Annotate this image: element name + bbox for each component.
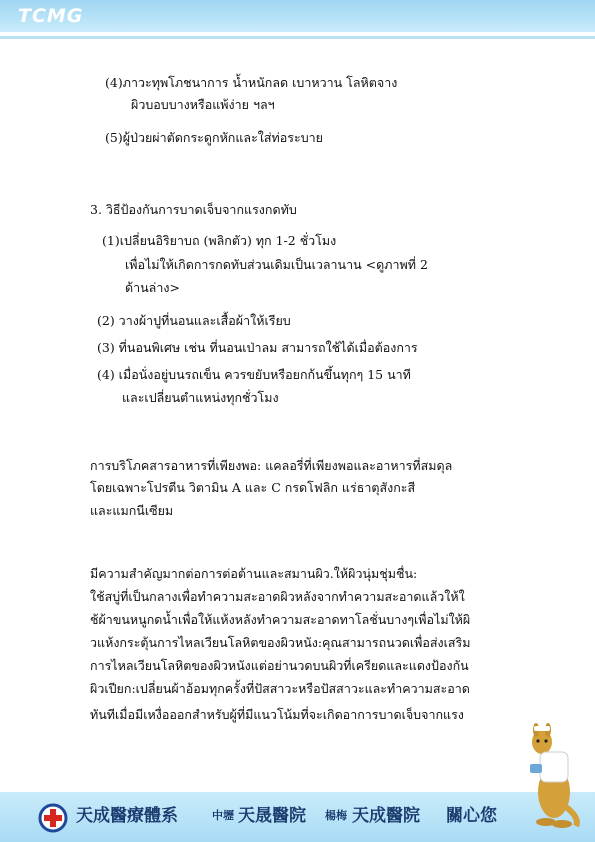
body-line: (4) เมื่อนั่งอยู่บนรถเข็น ควรขยับหรือยกก้นขึ้นทุกๆ 15 นาที: [97, 367, 411, 382]
body-line: ทันทีเมื่อมีเหงื่อออกสำหรับผู้ที่มีแนวโน้มที่จะเกิดอาการบาดเจ็บจากแรง: [90, 707, 464, 722]
body-line: และเปลี่ยนตำแหน่งทุกชั่วโมง: [122, 390, 279, 405]
body-line: มีความสำคัญมากต่อการต่อต้านและสมานผิว.ให้ผิวนุ่มชุ่มชื่น:: [90, 566, 418, 581]
body-line: (1)เปลี่ยนอิริยาบถ (พลิกตัว) ทุก 1-2 ชั่วโมง: [102, 233, 337, 248]
body-line: (5)ผู้ป่วยผ่าตัดกระดูกหักและใส่ท่อระบาย: [105, 130, 323, 145]
footer-location-2: 楊梅: [325, 809, 347, 822]
body-line: ใช้สบู่ที่เป็นกลางเพื่อทำความสะอาดผิวหลังจากทำความสะอาดแล้วให้ใ: [90, 589, 465, 604]
footer-location-1: 中壢: [212, 809, 234, 822]
footer-brand: 天成醫療體系: [76, 806, 178, 826]
footer-hospital-1: 天晟醫院: [238, 806, 306, 826]
header-bar: [0, 0, 595, 32]
body-line: (3) ที่นอนพิเศษ เช่น ที่นอนเป่าลม สามารถใช้ได้เมื่อต้องการ: [97, 340, 418, 355]
body-line: ผิวเปียก:เปลี่ยนผ้าอ้อมทุกครั้งที่ปัสสาวะหรือปัสสาวะและทำความสะอาด: [90, 681, 470, 696]
body-line: การบริโภคสารอาหารที่เพียงพอ: แคลอรี่ที่เพียงพอและอาหารที่สมดุล: [90, 458, 453, 473]
hospital-cross-logo-icon: [38, 803, 68, 833]
body-line: (4)ภาวะทุพโภชนาการ น้ำหนักลด เบาหวาน โลหิตจาง: [105, 75, 398, 90]
section-heading: 3. วิธีป้องกันการบาดเจ็บจากแรงกดทับ: [90, 202, 297, 217]
body-line: เพื่อไม่ให้เกิดการกดทับส่วนเดิมเป็นเวลานาน <ดูภาพที่ 2: [125, 257, 428, 272]
body-line: ผิวบอบบางหรือแพ้ง่าย ฯลฯ: [131, 97, 275, 112]
body-line: (2) วางผ้าปูที่นอนและเสื้อผ้าให้เรียบ: [97, 313, 291, 328]
body-line: การไหลเวียนโลหิตของผิวหนังแต่อย่านวดบนผิวที่เครียดและแดงป้องกัน: [90, 658, 469, 673]
header-divider: [0, 36, 595, 39]
nurse-kangaroo-mascot: [516, 722, 582, 830]
body-line: ช้ผ้าขนหนูกดน้ำเพื่อให้แห้งหลังทำความสะอาดทาโลชั่นบางๆเพื่อไม่ให้ผิ: [90, 612, 471, 627]
body-line: และแมกนีเซียม: [90, 503, 174, 518]
body-line: วแห้งกระตุ้นการไหลเวียนโลหิตของผิวหนัง:คุณสามารถนวดเพื่อส่งเสริม: [90, 635, 471, 650]
body-line: โดยเฉพาะโปรตีน วิตามิน A และ C กรดโฟลิก แร่ธาตุสังกะสี: [90, 480, 416, 495]
body-line: ด้านล่าง>: [125, 280, 180, 295]
footer-hospital-2: 天成醫院: [352, 806, 420, 826]
tcmg-logo: TCMG: [18, 5, 84, 27]
footer-slogan: 關心您: [446, 806, 497, 826]
